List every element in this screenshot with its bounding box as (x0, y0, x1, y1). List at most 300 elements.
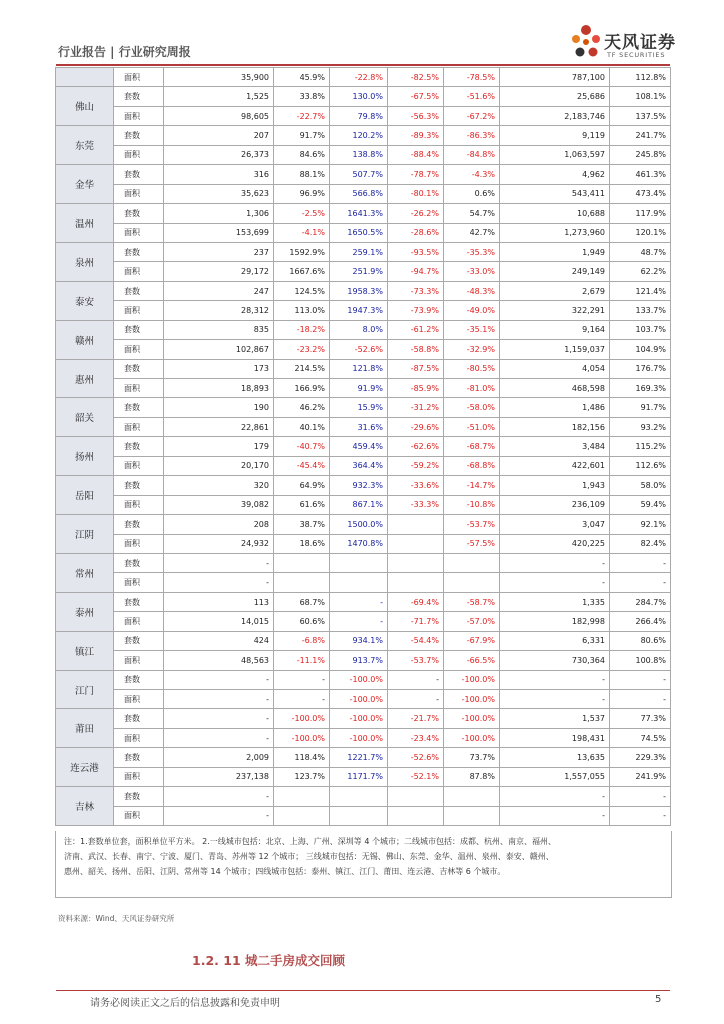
company-logo (566, 20, 686, 64)
city-cell: 温州 (56, 204, 114, 243)
metric-label: 套数 (114, 515, 164, 534)
cell-p1: 113.0% (274, 301, 330, 320)
metric-label: 面积 (114, 417, 164, 436)
cell-p3 (388, 534, 444, 553)
cell-p5: - (610, 787, 671, 806)
cell-p2: 1470.8% (330, 534, 388, 553)
cell-p1: -4.1% (274, 223, 330, 242)
cell-p5: 284.7% (610, 592, 671, 611)
cell-p4: -68.8% (444, 456, 500, 475)
cell-p4: -35.1% (444, 320, 500, 339)
cell-p2: 1947.3% (330, 301, 388, 320)
cell-v2: 182,156 (500, 417, 610, 436)
metric-label: 套数 (114, 631, 164, 650)
table-row (56, 515, 671, 534)
metric-label: 面积 (114, 145, 164, 164)
cell-p1: - (274, 670, 330, 689)
cell-v2: - (500, 806, 610, 825)
cell-p5: 137.5% (610, 106, 671, 125)
table-row (56, 534, 671, 553)
city-cell: 岳阳 (56, 476, 114, 515)
cell-p4: -51.6% (444, 87, 500, 106)
cell-v1: 18,893 (164, 379, 274, 398)
table-row (56, 767, 671, 786)
page-number: 5 (655, 994, 662, 1005)
table-row (56, 106, 671, 125)
cell-p3: -78.7% (388, 165, 444, 184)
cell-p2: 932.3% (330, 476, 388, 495)
cell-v1: 28,312 (164, 301, 274, 320)
cell-p3: -73.9% (388, 301, 444, 320)
cell-p1 (274, 787, 330, 806)
cell-v2: 10,688 (500, 204, 610, 223)
cell-p4 (444, 787, 500, 806)
cell-p2: -100.0% (330, 670, 388, 689)
cell-v2: 2,679 (500, 281, 610, 300)
cell-v1: 20,170 (164, 456, 274, 475)
cell-v1: 2,009 (164, 748, 274, 767)
cell-p1: -45.4% (274, 456, 330, 475)
cell-p1: 45.9% (274, 68, 330, 87)
cell-v2: - (500, 690, 610, 709)
cell-p1 (274, 553, 330, 572)
cell-p1: 46.2% (274, 398, 330, 417)
cell-v2: 1,159,037 (500, 340, 610, 359)
table-row (56, 301, 671, 320)
table-row (56, 709, 671, 728)
metric-label: 面积 (114, 534, 164, 553)
cell-p2: -100.0% (330, 728, 388, 747)
cell-p2: 1500.0% (330, 515, 388, 534)
cell-v1: 14,015 (164, 612, 274, 631)
cell-p5: - (610, 670, 671, 689)
cell-v1: 237 (164, 242, 274, 261)
cell-p2: 1641.3% (330, 204, 388, 223)
cell-p1: 64.9% (274, 476, 330, 495)
metric-label: 面积 (114, 379, 164, 398)
table-row (56, 806, 671, 825)
cell-p2: -100.0% (330, 690, 388, 709)
cell-p2: 91.9% (330, 379, 388, 398)
cell-p1: -100.0% (274, 728, 330, 747)
cell-p4: -100.0% (444, 670, 500, 689)
cell-v1: 26,373 (164, 145, 274, 164)
cell-p1: 1592.9% (274, 242, 330, 261)
cell-p4: -51.0% (444, 417, 500, 436)
cell-p3: -31.2% (388, 398, 444, 417)
cell-p2: 121.8% (330, 359, 388, 378)
table-note (55, 831, 672, 898)
cell-p5: 92.1% (610, 515, 671, 534)
cell-v1: 207 (164, 126, 274, 145)
cell-v2: 1,537 (500, 709, 610, 728)
data-table (55, 67, 671, 826)
table-row (56, 573, 671, 592)
cell-v1: - (164, 690, 274, 709)
cell-p3: -28.6% (388, 223, 444, 242)
cell-p2: 507.7% (330, 165, 388, 184)
table-row (56, 495, 671, 514)
cell-p2: 867.1% (330, 495, 388, 514)
cell-p4: -58.0% (444, 398, 500, 417)
cell-v2: - (500, 553, 610, 572)
metric-label: 套数 (114, 398, 164, 417)
cell-p5: 121.4% (610, 281, 671, 300)
cell-v1: 29,172 (164, 262, 274, 281)
metric-label: 面积 (114, 223, 164, 242)
cell-p1: - (274, 690, 330, 709)
cell-p5: 241.7% (610, 126, 671, 145)
cell-p3: -53.7% (388, 651, 444, 670)
cell-p3: -85.9% (388, 379, 444, 398)
cell-p5: 112.6% (610, 456, 671, 475)
city-cell: 佛山 (56, 87, 114, 126)
cell-p5: 77.3% (610, 709, 671, 728)
cell-p2 (330, 787, 388, 806)
cell-v1: 22,861 (164, 417, 274, 436)
cell-p1: -23.2% (274, 340, 330, 359)
header-divider (56, 64, 670, 66)
cell-v1: 835 (164, 320, 274, 339)
metric-label: 套数 (114, 126, 164, 145)
cell-p2: 79.8% (330, 106, 388, 125)
cell-p4: -33.0% (444, 262, 500, 281)
cell-v1: - (164, 553, 274, 572)
cell-v2: 1,063,597 (500, 145, 610, 164)
cell-p2: 1171.7% (330, 767, 388, 786)
metric-label: 面积 (114, 456, 164, 475)
cell-v1: 102,867 (164, 340, 274, 359)
table-row (56, 223, 671, 242)
city-cell (56, 68, 114, 87)
cell-p3: -88.4% (388, 145, 444, 164)
cell-p4: -48.3% (444, 281, 500, 300)
cell-p5: 241.9% (610, 767, 671, 786)
cell-v1: 113 (164, 592, 274, 611)
cell-p3: -94.7% (388, 262, 444, 281)
cell-p4: -100.0% (444, 690, 500, 709)
table-row (56, 437, 671, 456)
cell-p4: 73.7% (444, 748, 500, 767)
footer-divider (56, 990, 670, 991)
cell-p5: 82.4% (610, 534, 671, 553)
cell-p3: -89.3% (388, 126, 444, 145)
cell-p5: 133.7% (610, 301, 671, 320)
cell-p2: -100.0% (330, 709, 388, 728)
cell-v2: 1,486 (500, 398, 610, 417)
cell-p3: -54.4% (388, 631, 444, 650)
cell-p5: - (610, 806, 671, 825)
cell-p2: - (330, 592, 388, 611)
cell-p5: 108.1% (610, 87, 671, 106)
metric-label: 套数 (114, 787, 164, 806)
cell-v2: 4,962 (500, 165, 610, 184)
cell-p3: -73.3% (388, 281, 444, 300)
cell-v1: 190 (164, 398, 274, 417)
city-cell: 泰安 (56, 281, 114, 320)
report-header-title: 行业报告 | 行业研究周报 (58, 45, 191, 59)
cell-v2: 420,225 (500, 534, 610, 553)
cell-p3: - (388, 670, 444, 689)
metric-label: 面积 (114, 106, 164, 125)
metric-label: 套数 (114, 242, 164, 261)
logo-name-en: TF SECURITIES (607, 51, 666, 59)
city-cell: 赣州 (56, 320, 114, 359)
cell-p3: -21.7% (388, 709, 444, 728)
cell-p5: 112.8% (610, 68, 671, 87)
city-cell: 韶关 (56, 398, 114, 437)
cell-p2: 1958.3% (330, 281, 388, 300)
table-row (56, 165, 671, 184)
cell-v1: 208 (164, 515, 274, 534)
cell-v1: 179 (164, 437, 274, 456)
cell-p5: 62.2% (610, 262, 671, 281)
metric-label: 面积 (114, 806, 164, 825)
cell-p1: -22.7% (274, 106, 330, 125)
cell-v1: 173 (164, 359, 274, 378)
table-row (56, 651, 671, 670)
metric-label: 套数 (114, 204, 164, 223)
cell-v2: 249,149 (500, 262, 610, 281)
cell-v2: 1,943 (500, 476, 610, 495)
cell-v2: 543,411 (500, 184, 610, 203)
cell-p1: 214.5% (274, 359, 330, 378)
cell-p4: -4.3% (444, 165, 500, 184)
cell-p3: -56.3% (388, 106, 444, 125)
cell-v2: 3,047 (500, 515, 610, 534)
table-row (56, 281, 671, 300)
cell-v2: 182,998 (500, 612, 610, 631)
metric-label: 套数 (114, 476, 164, 495)
cell-p3: -62.6% (388, 437, 444, 456)
cell-v2: 6,331 (500, 631, 610, 650)
cell-p3: -71.7% (388, 612, 444, 631)
table-row (56, 787, 671, 806)
city-cell: 惠州 (56, 359, 114, 398)
cell-p4: -57.5% (444, 534, 500, 553)
metric-label: 套数 (114, 748, 164, 767)
cell-p5: 473.4% (610, 184, 671, 203)
metric-label: 面积 (114, 184, 164, 203)
cell-v2: 730,364 (500, 651, 610, 670)
cell-p2: 15.9% (330, 398, 388, 417)
cell-p3: -26.2% (388, 204, 444, 223)
cell-p4: -81.0% (444, 379, 500, 398)
table-row (56, 87, 671, 106)
cell-p1: 123.7% (274, 767, 330, 786)
cell-v1: - (164, 787, 274, 806)
cell-v1: 48,563 (164, 651, 274, 670)
cell-p5: 266.4% (610, 612, 671, 631)
cell-p1: -11.1% (274, 651, 330, 670)
cell-p1: 33.8% (274, 87, 330, 106)
cell-p4: 42.7% (444, 223, 500, 242)
cell-p4: -32.9% (444, 340, 500, 359)
cell-p4: -78.5% (444, 68, 500, 87)
cell-v1: 35,900 (164, 68, 274, 87)
table-row (56, 398, 671, 417)
cell-p3 (388, 515, 444, 534)
cell-p2: 251.9% (330, 262, 388, 281)
cell-p4 (444, 553, 500, 572)
cell-p5: 229.3% (610, 748, 671, 767)
metric-label: 面积 (114, 651, 164, 670)
cell-p5: 74.5% (610, 728, 671, 747)
note-line-1: 注：1.套数单位套，面积单位平方米。 2.一线城市包括：北京、上海、广州、深圳等 4 个城市；二线城市包括：成都、杭州、南京、福州、 (64, 837, 556, 846)
cell-v1: 247 (164, 281, 274, 300)
cell-v1: - (164, 709, 274, 728)
metric-label: 面积 (114, 262, 164, 281)
cell-p2: 31.6% (330, 417, 388, 436)
section-title: 1.2. 11 城二手房成交回顾 (192, 953, 345, 968)
cell-p5: 169.3% (610, 379, 671, 398)
cell-v1: 316 (164, 165, 274, 184)
cell-p3: -93.5% (388, 242, 444, 261)
cell-p3: -59.2% (388, 456, 444, 475)
cell-p4 (444, 573, 500, 592)
cell-v2: 25,686 (500, 87, 610, 106)
note-line-2: 济南、武汉、长春、南宁、宁波、厦门、青岛、苏州等 12 个城市； 三线城市包括：无锡、佛山、东莞、金华、温州、泉州、泰安、赣州、 (64, 852, 554, 861)
table-row (56, 145, 671, 164)
table-row (56, 320, 671, 339)
cell-p4: -66.5% (444, 651, 500, 670)
table-row (56, 612, 671, 631)
cell-p4: -10.8% (444, 495, 500, 514)
cell-p4: -57.0% (444, 612, 500, 631)
cell-p1 (274, 806, 330, 825)
city-cell: 吉林 (56, 787, 114, 826)
cell-p4: -67.2% (444, 106, 500, 125)
cell-p2: 913.7% (330, 651, 388, 670)
cell-p1: -2.5% (274, 204, 330, 223)
cell-p2: 364.4% (330, 456, 388, 475)
cell-p5: - (610, 573, 671, 592)
cell-p1: 88.1% (274, 165, 330, 184)
cell-p3: -82.5% (388, 68, 444, 87)
cell-v2: 13,635 (500, 748, 610, 767)
metric-label: 套数 (114, 359, 164, 378)
cell-p5: 59.4% (610, 495, 671, 514)
cell-p2: 138.8% (330, 145, 388, 164)
cell-p4: 54.7% (444, 204, 500, 223)
cell-p2 (330, 553, 388, 572)
table-row (56, 631, 671, 650)
cell-p4: -58.7% (444, 592, 500, 611)
table-row (56, 359, 671, 378)
cell-p5: 117.9% (610, 204, 671, 223)
metric-label: 套数 (114, 281, 164, 300)
cell-p1: 61.6% (274, 495, 330, 514)
cell-v1: 24,932 (164, 534, 274, 553)
table-row (56, 553, 671, 572)
table-row (56, 340, 671, 359)
cell-p4: -68.7% (444, 437, 500, 456)
cell-v1: 1,525 (164, 87, 274, 106)
table-row (56, 379, 671, 398)
cell-p5: 461.3% (610, 165, 671, 184)
cell-p1: 84.6% (274, 145, 330, 164)
metric-label: 套数 (114, 553, 164, 572)
city-cell: 泉州 (56, 242, 114, 281)
cell-p3 (388, 573, 444, 592)
cell-v1: 153,699 (164, 223, 274, 242)
table-body (56, 68, 671, 826)
metric-label: 套数 (114, 87, 164, 106)
table-row (56, 456, 671, 475)
cell-p3: -33.3% (388, 495, 444, 514)
metric-label: 面积 (114, 340, 164, 359)
cell-p5: 80.6% (610, 631, 671, 650)
cell-v1: - (164, 670, 274, 689)
cell-p1: 166.9% (274, 379, 330, 398)
cell-p2: 259.1% (330, 242, 388, 261)
cell-p4: -14.7% (444, 476, 500, 495)
city-cell: 江阴 (56, 515, 114, 554)
logo-name-cn: 天风证券 (604, 33, 676, 53)
footer-disclaimer: 请务必阅读正文之后的信息披露和免责申明 (90, 998, 280, 1009)
cell-p5: 120.1% (610, 223, 671, 242)
cell-p2: -52.6% (330, 340, 388, 359)
cell-v1: 39,082 (164, 495, 274, 514)
cell-p1: 68.7% (274, 592, 330, 611)
cell-v1: - (164, 573, 274, 592)
cell-p4 (444, 806, 500, 825)
metric-label: 套数 (114, 592, 164, 611)
cell-p4: -67.9% (444, 631, 500, 650)
cell-p3: -23.4% (388, 728, 444, 747)
cell-v2: 4,054 (500, 359, 610, 378)
cell-p2: 8.0% (330, 320, 388, 339)
cell-v1: 424 (164, 631, 274, 650)
cell-v2: 1,949 (500, 242, 610, 261)
cell-p5: 91.7% (610, 398, 671, 417)
cell-v1: 1,306 (164, 204, 274, 223)
cell-p3: -58.8% (388, 340, 444, 359)
cell-p5: 176.7% (610, 359, 671, 378)
metric-label: 套数 (114, 670, 164, 689)
cell-p2: 1650.5% (330, 223, 388, 242)
metric-label: 面积 (114, 728, 164, 747)
metric-label: 面积 (114, 690, 164, 709)
cell-v1: 320 (164, 476, 274, 495)
cell-p1: 38.7% (274, 515, 330, 534)
cell-p3: -67.5% (388, 87, 444, 106)
cell-p2 (330, 806, 388, 825)
city-cell: 扬州 (56, 437, 114, 476)
metric-label: 面积 (114, 767, 164, 786)
cell-p4: -86.3% (444, 126, 500, 145)
cell-p1: 1667.6% (274, 262, 330, 281)
cell-v1: - (164, 806, 274, 825)
cell-p3: -80.1% (388, 184, 444, 203)
cell-p1: 124.5% (274, 281, 330, 300)
table-row (56, 242, 671, 261)
cell-p1: -6.8% (274, 631, 330, 650)
cell-p4: -53.7% (444, 515, 500, 534)
data-source: 资料来源：Wind、天风证券研究所 (58, 914, 175, 923)
cell-p1: 40.1% (274, 417, 330, 436)
metric-label: 面积 (114, 68, 164, 87)
metric-label: 套数 (114, 709, 164, 728)
cell-v2: 468,598 (500, 379, 610, 398)
cell-p5: - (610, 690, 671, 709)
cell-v2: 2,183,746 (500, 106, 610, 125)
cell-p4: -49.0% (444, 301, 500, 320)
cell-p2: 130.0% (330, 87, 388, 106)
cell-p1: -40.7% (274, 437, 330, 456)
cell-p1: 91.7% (274, 126, 330, 145)
metric-label: 面积 (114, 301, 164, 320)
